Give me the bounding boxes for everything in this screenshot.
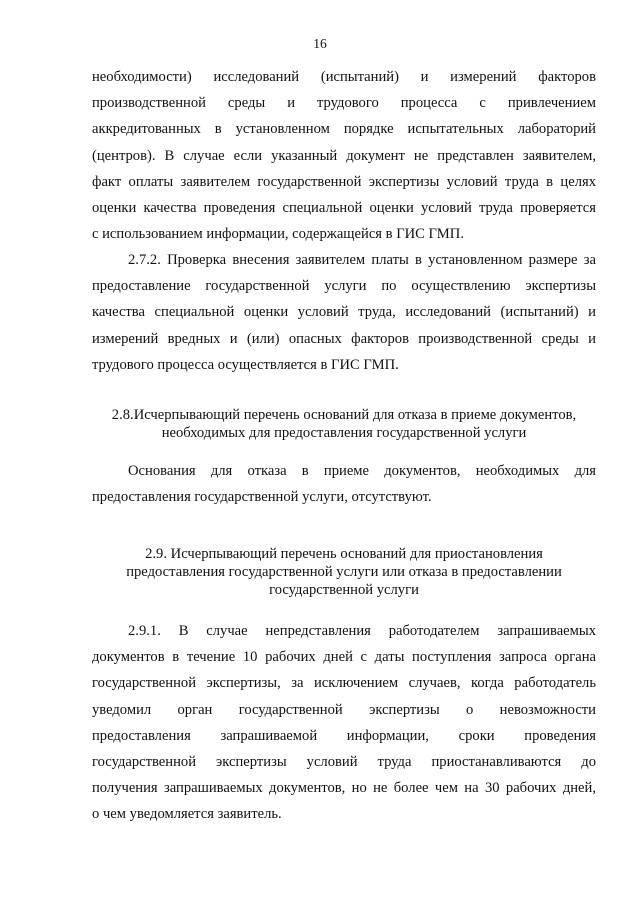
paragraph-continuation <box>92 64 596 247</box>
text-line: трудового процесса осуществляется в ГИС ГМП. <box>92 356 399 373</box>
text-line: предоставления запрашиваемой информации, сроки проведения <box>92 727 596 744</box>
text-line: (центров). В случае если указанный документ не представлен заявителем, <box>92 147 596 164</box>
text-line: факт оплаты заявителем государственной экспертизы условий труда в целях <box>92 173 596 190</box>
text-line: предоставления государственной услуги, отсутствуют. <box>92 489 432 506</box>
text-line: аккредитованных в установленном порядке испытательных лабораторий <box>92 121 596 138</box>
heading-line: необходимых для предоставления государственной услуги <box>161 425 527 441</box>
paragraph-2-8 <box>92 458 596 510</box>
text-line: качества специальной оценки условий труда, исследований (испытаний) и <box>92 304 596 321</box>
text-line: оценки качества проведения специальной оценки условий труда проверяется <box>92 200 596 217</box>
text-line: Основания для отказа в приеме документов, необходимых для <box>128 463 596 479</box>
text-line: 2.7.2. Проверка внесения заявителем платы в установленном размере за <box>128 252 596 268</box>
text-line: государственной экспертизы, за исключением случаев, когда работодатель <box>92 675 596 692</box>
section-heading-2-8 <box>92 406 596 442</box>
text-line: о чем уведомляется заявитель. <box>92 806 282 823</box>
text-line: необходимости) исследований (испытаний) и измерений факторов <box>92 69 596 85</box>
text-line: 2.9.1. В случае непредставления работодателем запрашиваемых <box>128 623 596 639</box>
text-line: с использованием информации, содержащейся в ГИС ГМП. <box>92 226 464 243</box>
heading-line: 2.9. Исчерпывающий перечень оснований для приостановления <box>145 546 543 562</box>
heading-line: государственной услуги <box>269 582 419 598</box>
text-line: получения запрашиваемых документов, но не более чем на 30 рабочих дней, <box>92 780 596 797</box>
text-line: предоставление государственной услуги по осуществлению экспертизы <box>92 278 596 295</box>
paragraph-2-7-2 <box>92 247 596 378</box>
text-line: государственной экспертизы условий труда приостанавливаются до <box>92 754 596 771</box>
text-line: производственной среды и трудового процесса с привлечением <box>92 95 596 112</box>
text-line: документов в течение 10 рабочих дней с даты поступления запроса органа <box>92 649 596 666</box>
paragraph-2-9-1 <box>92 618 596 828</box>
heading-line: 2.8.Исчерпывающий перечень оснований для отказа в приеме документов, <box>111 407 577 423</box>
heading-line: предоставления государственной услуги или отказа в предоставлении <box>126 564 562 580</box>
page-number: 16 <box>313 36 327 51</box>
text-line: уведомил орган государственной экспертизы о невозможности <box>92 701 596 718</box>
section-heading-2-9 <box>92 545 596 599</box>
text-line: измерений вредных и (или) опасных факторов производственной среды и <box>92 330 596 347</box>
